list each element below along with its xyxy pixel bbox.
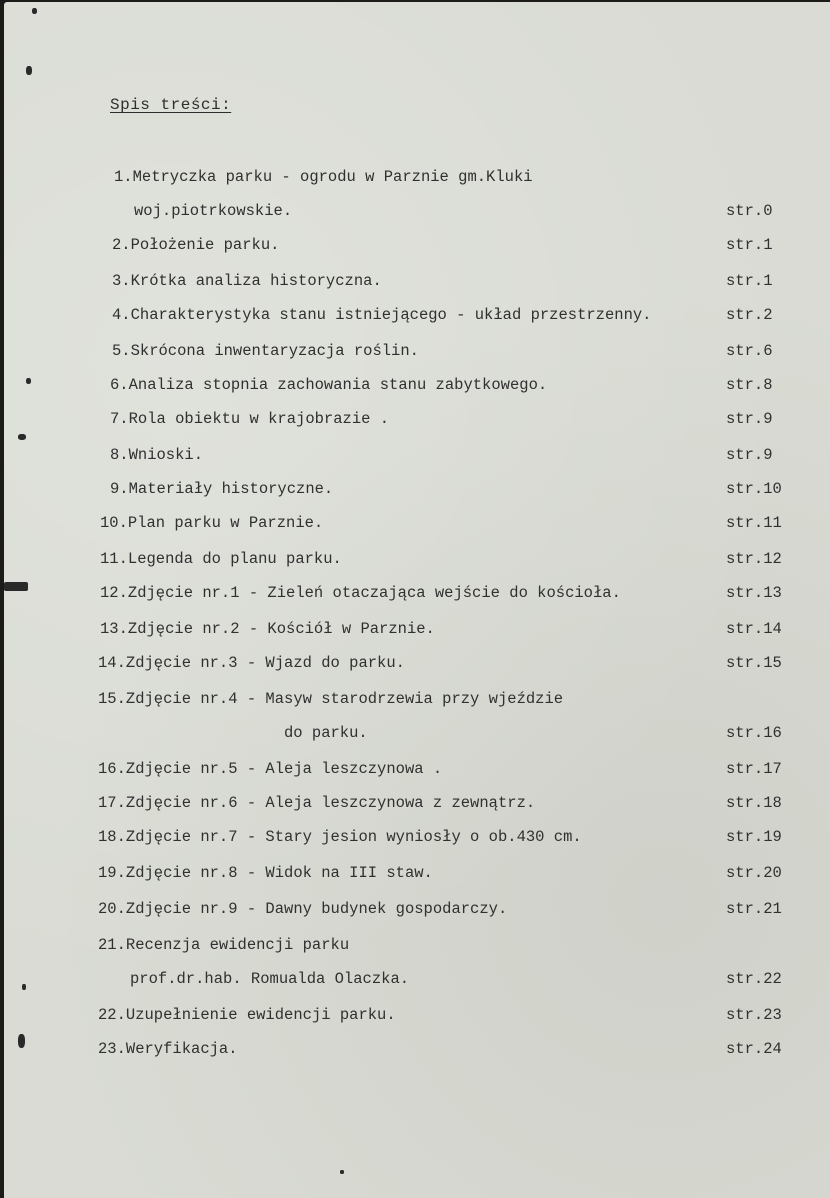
toc-entry-page: str.1 [726,236,773,254]
toc-entry-title: 22.Uzupełnienie ewidencji parku. [98,1006,396,1024]
toc-entry-title: 2.Położenie parku. [112,236,280,254]
toc-entry-page: str.16 [726,724,782,742]
toc-entry-title: 5.Skrócona inwentaryzacja roślin. [112,342,419,360]
toc-entry [4,1040,830,1062]
toc-entry-title: 1.Metryczka parku - ogrodu w Parznie gm.Kluki [114,168,533,186]
toc-entry [4,970,830,992]
toc-entry [4,202,830,224]
toc-entry-page: str.20 [726,864,782,882]
toc-entry-page: str.8 [726,376,773,394]
toc-entry-page: str.14 [726,620,782,638]
toc-entry-title: 7.Rola obiektu w krajobrazie . [110,410,390,428]
scan-speck [22,984,26,990]
toc-entry-title: 18.Zdjęcie nr.7 - Stary jesion wyniosły o ob.430 cm. [98,828,582,846]
toc-entry-page: str.10 [726,480,782,498]
toc-entry-page: str.18 [726,794,782,812]
toc-entry [4,794,830,816]
toc-entry [4,690,830,712]
toc-entry [4,584,830,606]
toc-entry [4,936,830,958]
toc-entry-page: str.2 [726,306,773,324]
toc-entry [4,410,830,432]
toc-entry [4,514,830,536]
toc-entry [4,828,830,850]
toc-entry-page: str.9 [726,410,773,428]
toc-entry-page: str.17 [726,760,782,778]
toc-entry-title: 6.Analiza stopnia zachowania stanu zabytkowego. [110,376,548,394]
toc-entry-title: 14.Zdjęcie nr.3 - Wjazd do parku. [98,654,405,672]
toc-entry [4,760,830,782]
toc-entry-title: 12.Zdjęcie nr.1 - Zieleń otaczająca wejście do kościoła. [100,584,621,602]
toc-entry [4,900,830,922]
toc-entry-title: 9.Materiały historyczne. [110,480,334,498]
toc-entry-page: str.6 [726,342,773,360]
scan-speck [18,434,26,440]
toc-entry-title: 21.Recenzja ewidencji parku [98,936,350,954]
document-heading: Spis treści: [110,96,232,114]
table-of-contents [4,2,830,1198]
scan-speck [18,1034,25,1048]
toc-entry-title: 11.Legenda do planu parku. [100,550,342,568]
toc-entry-page: str.13 [726,584,782,602]
toc-entry-title: 4.Charakterystyka stanu istniejącego - układ przestrzenny. [112,306,652,324]
toc-entry-page: str.12 [726,550,782,568]
toc-entry [4,306,830,328]
scan-speck [340,1170,344,1174]
toc-entry [4,654,830,676]
document-page [4,2,830,1198]
toc-entry-title: 13.Zdjęcie nr.2 - Kościół w Parznie. [100,620,435,638]
toc-entry [4,446,830,468]
toc-entry [4,620,830,642]
toc-entry-page: str.11 [726,514,782,532]
toc-entry-page: str.21 [726,900,782,918]
toc-entry [4,1006,830,1028]
toc-entry-title: do parku. [284,724,368,742]
toc-entry [4,864,830,886]
toc-entry-page: str.1 [726,272,773,290]
toc-entry [4,550,830,572]
scan-tear [4,582,28,591]
toc-entry-title: 3.Krótka analiza historyczna. [112,272,382,290]
toc-entry [4,376,830,398]
toc-entry [4,480,830,502]
toc-entry [4,342,830,364]
toc-entry [4,272,830,294]
toc-entry-page: str.22 [726,970,782,988]
toc-entry-title: 23.Weryfikacja. [98,1040,238,1058]
toc-entry-page: str.24 [726,1040,782,1058]
toc-entry-page: str.23 [726,1006,782,1024]
toc-entry-title: 8.Wnioski. [110,446,204,464]
toc-entry [4,236,830,258]
toc-entry-page: str.0 [726,202,773,220]
toc-entry-title: 19.Zdjęcie nr.8 - Widok na III staw. [98,864,433,882]
scan-speck [26,378,31,384]
toc-entry-title: 10.Plan parku w Parznie. [100,514,324,532]
toc-entry-page: str.15 [726,654,782,672]
toc-entry-page: str.19 [726,828,782,846]
toc-entry-page: str.9 [726,446,773,464]
toc-entry-title: 17.Zdjęcie nr.6 - Aleja leszczynowa z zewnątrz. [98,794,536,812]
toc-entry-title: 15.Zdjęcie nr.4 - Masyw starodrzewia przy wjeździe [98,690,564,708]
toc-entry-title: woj.piotrkowskie. [134,202,293,220]
toc-entry-title: 16.Zdjęcie nr.5 - Aleja leszczynowa . [98,760,443,778]
scan-speck [26,66,32,75]
scan-speck [32,8,37,14]
toc-entry-title: prof.dr.hab. Romualda Olaczka. [130,970,410,988]
toc-entry [4,168,830,190]
toc-entry [4,724,830,746]
toc-entry-title: 20.Zdjęcie nr.9 - Dawny budynek gospodarczy. [98,900,508,918]
